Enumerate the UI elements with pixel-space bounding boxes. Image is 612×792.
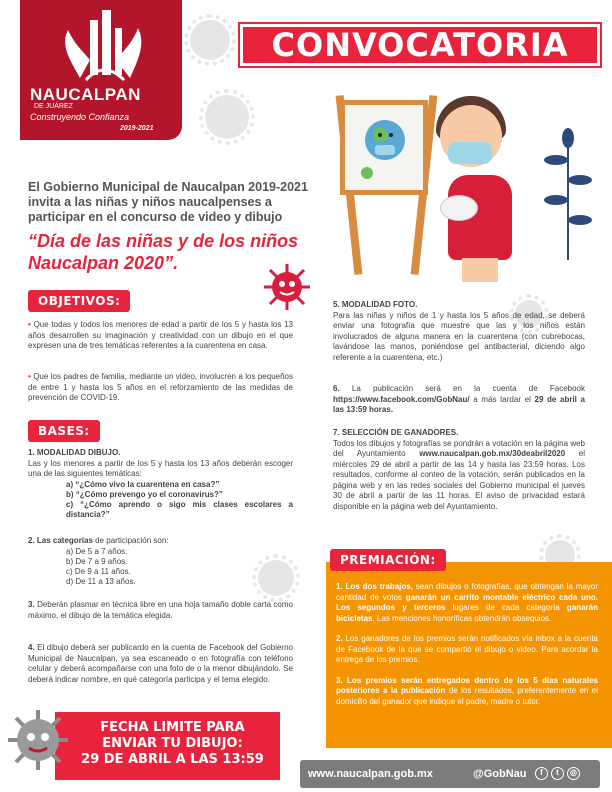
categoria-item: b) De 7 a 9 años. <box>66 556 128 566</box>
base-4: 4. El dibujo deberá ser publicardo en la cuenta de Facebook del Gobierno Municipal de Naucalpan, ya sea escaneado o en fotografía con teléfono celular y deberá acompañarse con una foto de o la menor dibujándolo. Se deberá indicar nombre, en qué categoría participa y el tema elegido. <box>28 643 293 684</box>
base-6: 6. La publicación será en la cuenta de Facebook https://www.facebook.com/GobNau/ a más tardar el 29 de abril a las 13:59 horas. <box>333 384 585 414</box>
gray-virus-icon <box>6 708 70 772</box>
categoria-item: c) De 9 a 11 años. <box>66 566 131 576</box>
objetivos-badge: OBJETIVOS: <box>28 290 130 312</box>
girl-legs <box>462 258 498 282</box>
easel-canvas <box>340 100 428 195</box>
base-3: 3. Deberán plasmar en técnica libre en una hoja tamaño doble carta como máximo, el dibujo de la temática elegida. <box>28 600 293 620</box>
page-title: CONVOCATORIA <box>271 26 569 64</box>
logo-years: 2019-2021 <box>120 125 154 132</box>
instagram-icon[interactable]: ◎ <box>567 767 580 780</box>
objetivo-item: • Que los padres de familia, mediante un video, involucren a los pequeños de entre 1 y hasta los 5 años en el reforzamiento de las medidas de prevención de COVID-19. <box>28 372 293 402</box>
bg-virus-decoration <box>205 95 249 139</box>
logo-emblem-icon <box>20 0 182 90</box>
contest-headline: “Día de las niñas y de los niños Naucalpan 2020”. <box>28 231 299 273</box>
categoria-item: a) De 5 a 7 años. <box>66 546 128 556</box>
modalidad-foto: 5. MODALIDAD FOTO. Para las niñas y niños de 1 y hasta los 5 años de edad, se deberá enviar una fotografía que muestre que las y los niños están involucrados de alguna manera en la cuarentena (con cubrebocas, lavándose las manos, poniéndose gel antibacterial, diciendo algo referente a la cuarentena, etc.) <box>333 300 585 362</box>
categorias: 2. Las categorías de participación son: a) De 5 a 7 años. b) De 7 a 9 años. c) De 9 a 11 años. d) De 11 a 13 años. <box>28 536 293 587</box>
modalidad-dibujo: 1. MODALIDAD DIBUJO. Las y los menores a partir de los 5 y hasta los 13 años deberán escoger una de las siguientes temáticas: a) “¿Cómo vivo la cuarentena en casa?” b) “¿Cómo prevengo yo el coronavirus?” c) “¿Cómo aprendo o sigo mis clases escolares a distancia?” <box>28 448 293 519</box>
bg-virus-decoration <box>190 20 230 60</box>
premiacion-text: 1. Los dos trabajos, sean dibujos o fotografías, que obtengan la mayor cantidad de votos ganarán un carrito montable eléctrico cada uno. Los segundos y terceros lugares de cada categoría ganarán bicicletas. Las menciones honoríficas obtendrán obsequios. 2. Los ganadores de los premios serán notificados vía inbox a la cuenta de Facebook de la que se compartió el dibujo o video. Para acordar la entrega de los premios. 3. Los premios serán entregados dentro de los 5 días naturales posteriores a la publicación de los resultados, preferentemente en el domicilio del ganador que indique el padre, madre o tutor. <box>336 582 599 706</box>
globe-drawing-icon <box>345 105 423 190</box>
face-mask-icon <box>448 142 492 164</box>
virus-mascot-icon <box>262 262 312 312</box>
paint-palette-icon <box>440 195 478 221</box>
website-link[interactable]: www.naucalpan.gob.mx <box>308 768 433 780</box>
tematica-item: b) “¿Cómo prevengo yo el coronavirus?” <box>66 489 223 499</box>
facebook-icon[interactable]: f <box>535 767 548 780</box>
tematica-item: a) “¿Cómo vivo la cuarentena en casa?” <box>66 479 220 489</box>
bases-badge: BASES: <box>28 420 100 442</box>
intro-text: El Gobierno Municipal de Naucalpan 2019-2021 invita a las niñas y niños naucalpenses a participar en el concurso de video y dibujo <box>28 180 308 224</box>
facebook-link[interactable]: https://www.facebook.com/GobNau/ <box>333 394 470 404</box>
social-handle[interactable]: @GobNau <box>473 768 527 780</box>
fecha-limite-text: FECHA LIMITE PARA ENVIAR TU DIBUJO: 29 DE ABRIL A LAS 13:59 <box>81 720 264 767</box>
objetivo-item: • Que todas y todos los menores de edad a partir de los 5 y hasta los 13 años desarrollen su imaginación y creatividad con un dibujo en el que expresen una de tres temáticas referentes a la cuarentena en casa. <box>28 320 293 350</box>
categoria-item: d) De 11 a 13 años. <box>66 576 136 586</box>
logo-subtitle: DE JUÁREZ <box>34 103 73 110</box>
logo-slogan: Construyendo Confianza <box>30 112 130 122</box>
tematica-item: c) “¿Cómo aprendo o sigo mis clases escolares a distancia?” <box>66 499 293 519</box>
premiacion-badge: PREMIACIÓN: <box>330 549 446 571</box>
twitter-icon[interactable]: t <box>551 767 564 780</box>
votacion-link[interactable]: www.naucalpan.gob.mx/30deabril2020 <box>419 449 566 458</box>
logo-name: NAUCALPAN <box>30 85 141 104</box>
plant-icon <box>538 120 598 260</box>
title-banner <box>240 24 600 66</box>
seleccion-ganadores: 7. SELECCIÓN DE GANADORES. Todos los dibujos y fotografías se pondrán a votación en la página web del Ayuntamiento www.naucalpan.gob.mx/30deabril2020 el miércoles 29 de abril a partir de las 14 y hasta las 23:59 horas. Los resultados, conforme al conteo de la votación, serán publicados en la página web y en las redes sociales del Gobierno municipal el jueves 30 de abril a partir de las 11 horas. El aviso de privacidad estará disponible en la página web del Ayuntamiento. <box>333 428 586 511</box>
